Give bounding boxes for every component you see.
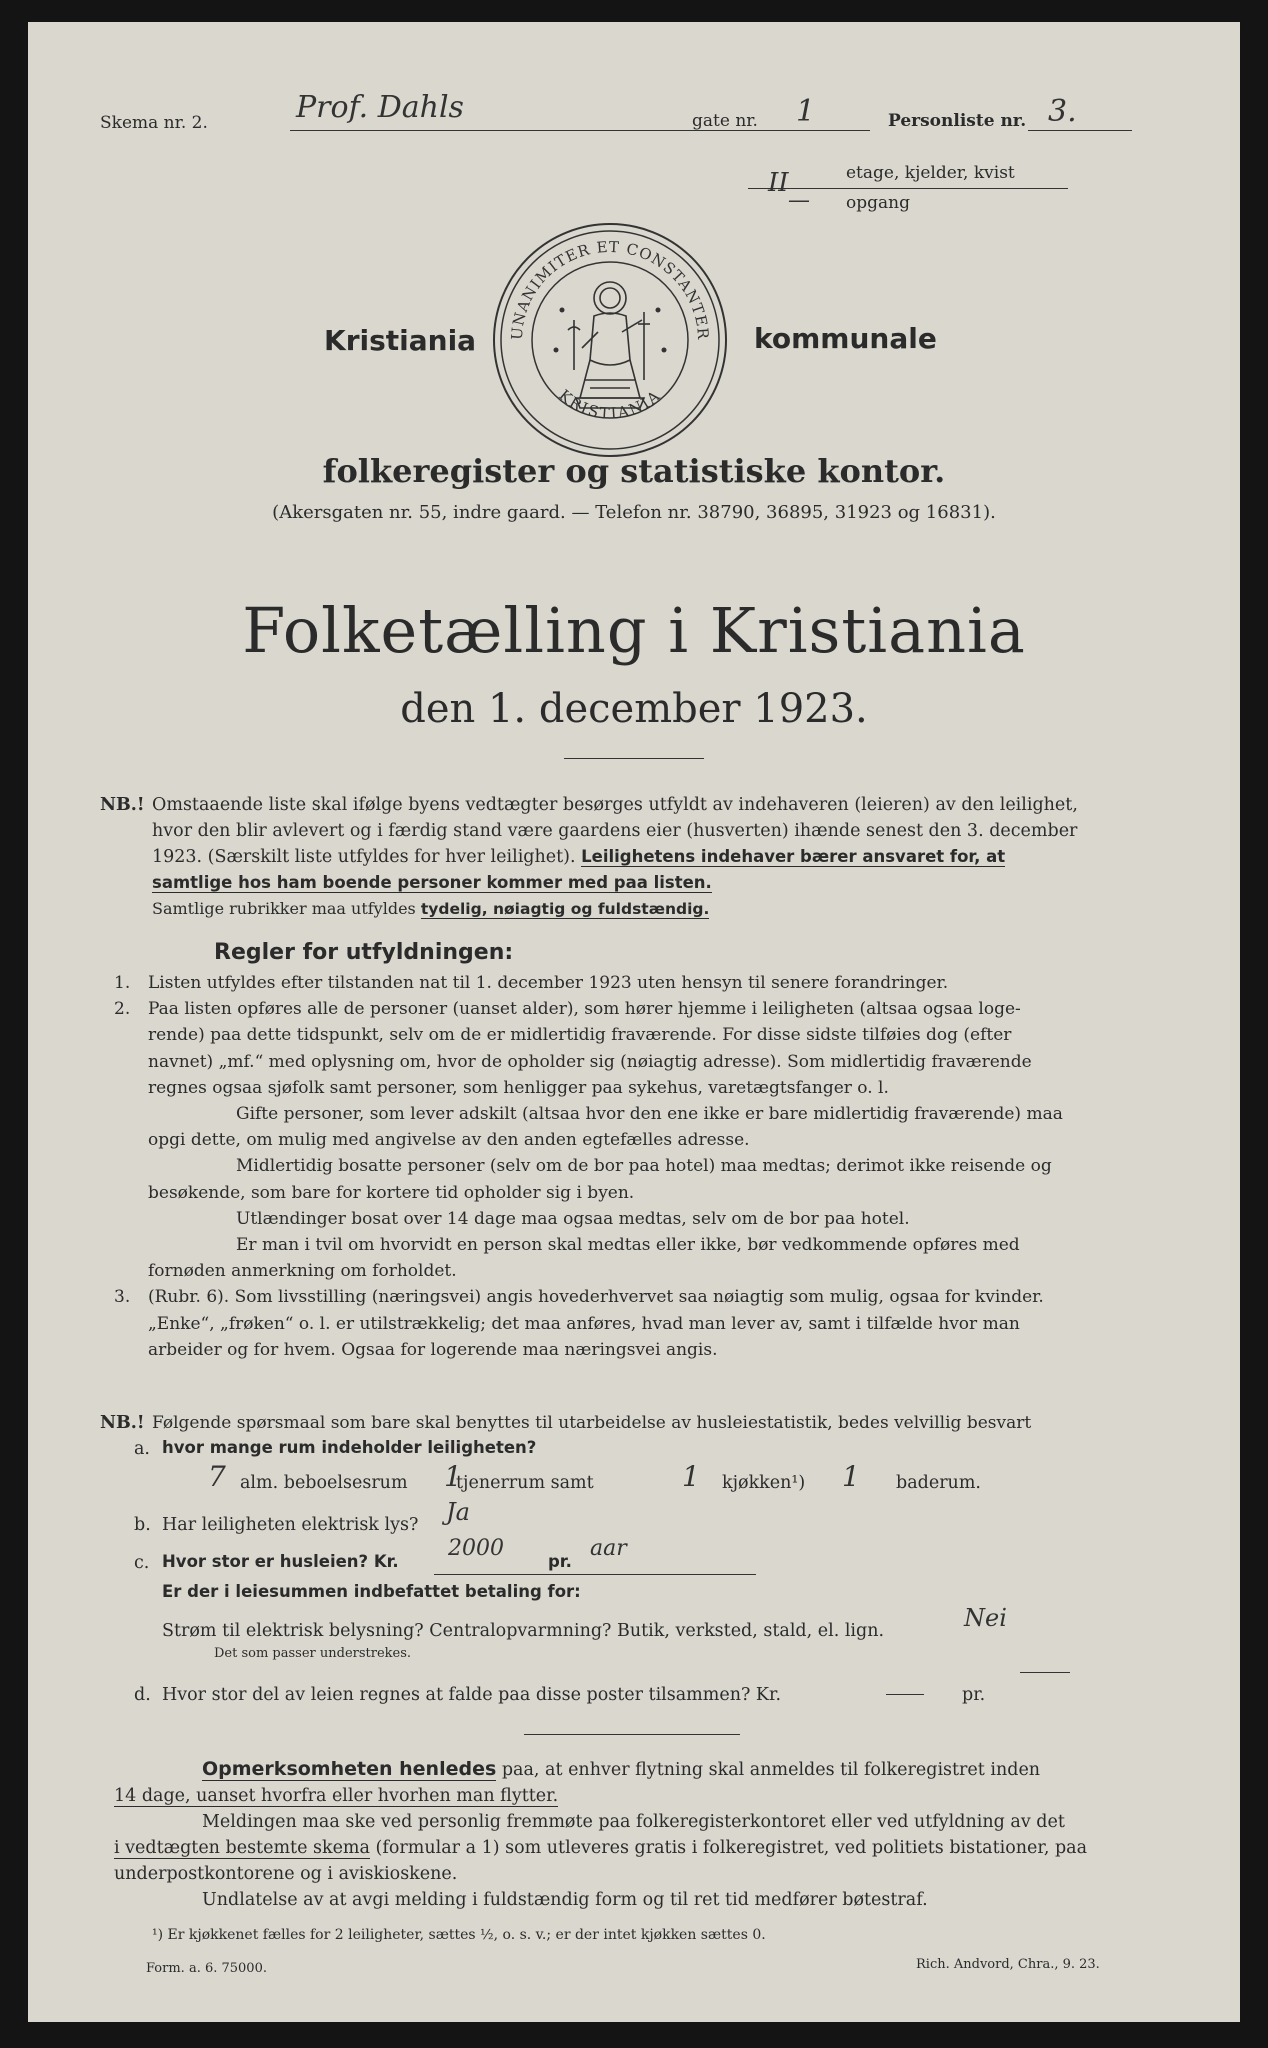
seal-ring-bottom-text: KRISTIANIA xyxy=(555,385,665,423)
svg-text:UNANIMITER ET CONSTANTER xyxy=(508,238,712,341)
census-title: Folketælling i Kristiania xyxy=(242,594,1026,667)
rent-includes-items: Strøm til elektrisk belysning? Centralopvarmning? Butik, verksted, stald, el. lign. xyxy=(162,1621,885,1641)
d-period-dash xyxy=(1020,1672,1070,1673)
form-number: Form. a. 6. 75000. xyxy=(146,1961,267,1976)
office-address: (Akersgaten nr. 55, indre gaard. — Telefon nr. 38790, 36895, 31923 og 16831). xyxy=(272,502,996,523)
gate-number: 1 xyxy=(796,94,816,129)
bath-value: 1 xyxy=(842,1460,860,1493)
rent-per-label: pr. xyxy=(548,1552,572,1571)
q-d-per: pr. xyxy=(962,1685,986,1705)
opgang-mark: — xyxy=(788,188,810,213)
seal-right-word: kommunale xyxy=(754,322,937,355)
rent-underline xyxy=(434,1574,756,1575)
d-amount-dash xyxy=(886,1694,924,1695)
underline-note: Det som passer understrekes. xyxy=(214,1646,412,1661)
street-underline xyxy=(290,130,870,131)
opgang-label: opgang xyxy=(846,193,910,213)
rooms-label: alm. beboelsesrum xyxy=(240,1473,408,1493)
svg-text:KRISTIANIA xyxy=(555,386,664,423)
kitchen-label: kjøkken¹) xyxy=(722,1473,806,1493)
rooms-value: 7 xyxy=(208,1460,226,1493)
q-a-label: a. xyxy=(134,1439,150,1459)
etage-label: etage, kjelder, kvist xyxy=(846,163,1015,183)
servant-room-label: tjenerrum samt xyxy=(456,1473,594,1493)
electric-light-value: Ja xyxy=(446,1498,470,1526)
footnote: ¹) Er kjøkkenet fælles for 2 leiligheter, sættes ½, o. s. v.; er der intet kjøkken sættes 0. xyxy=(152,1927,766,1943)
moving-notice: Opmerksomheten henledes paa, at enhver flytning skal anmeldes til folkeregistret inden 14 dage, uanset hvorfra eller hvorhen man flytter. Meldingen maa ske ved personlig fremmøte paa folkeregisterkontoret eller ved utfyldning av det i vedtægten bestemte skema (formular a 1) som utleveres gratis i folkeregistret, ved politiets bistationer, paa underpostkontorene og i aviskioskene. Undlatelse av at avgi melding i fuldstændig form og til ret tid medfører bøtestraf. xyxy=(114,1758,1088,1910)
census-form-sheet xyxy=(28,22,1240,2022)
bath-label: baderum. xyxy=(896,1473,981,1493)
q-b-label: b. xyxy=(134,1515,151,1535)
census-date: den 1. december 1923. xyxy=(400,686,868,732)
servant-room-value: 1 xyxy=(444,1460,462,1493)
rent-includes-value: Nei xyxy=(964,1604,1007,1632)
rent-period-value: aar xyxy=(590,1536,627,1561)
street-name-handwritten: Prof. Dahls xyxy=(296,90,464,125)
nb2-label: NB.! xyxy=(100,1413,145,1433)
gate-label: gate nr. xyxy=(692,111,758,131)
personliste-number: 3. xyxy=(1048,94,1077,129)
seal-ring-top-text: UNANIMITER ET CONSTANTER xyxy=(507,237,713,341)
seal-left-word: Kristiania xyxy=(324,324,477,357)
kitchen-value: 1 xyxy=(682,1460,700,1493)
section-divider xyxy=(524,1734,740,1735)
office-name: folkeregister og statistiske kontor. xyxy=(322,452,946,490)
q-b-text: Har leiligheten elektrisk lys? xyxy=(162,1515,419,1535)
personliste-label: Personliste nr. xyxy=(888,111,1027,131)
rent-value: 2000 xyxy=(448,1536,504,1561)
nb2-intro: Følgende spørsmaal som bare skal benyttes til utarbeidelse av husleiestatistik, bedes velvillig besvart xyxy=(152,1413,1032,1433)
q-c-label: c. xyxy=(134,1553,150,1573)
printer-credit: Rich. Andvord, Chra., 9. 23. xyxy=(916,1957,1100,1972)
rules-heading: Regler for utfyldningen: xyxy=(214,940,514,965)
nb1-paragraph: Omstaaende liste skal ifølge byens vedtægter besørges utfyldt av indehaveren (leieren) av den leilighet, hvor den blir avlevert og i færdig stand være gaardens eier (husverten) ihænde senest den 3. december 1923. (Særskilt liste utfyldes for hver leilighet). Leilighetens indehaver bærer ansvaret for, at samtlige hos ham boende personer kommer med paa listen. Samtlige rubrikker maa utfyldes tydelig, nøiagtig og fuldstændig. xyxy=(152,795,1078,918)
q-d-label: d. xyxy=(134,1685,151,1705)
rent-includes-heading: Er der i leiesummen indbefattet betaling for: xyxy=(162,1582,581,1601)
title-divider xyxy=(564,758,704,759)
etage-number: II xyxy=(768,168,789,198)
skema-label: Skema nr. 2. xyxy=(100,113,208,133)
q-c-text: Hvor stor er husleien? Kr. xyxy=(162,1552,399,1571)
rules-list: 1. Listen utfyldes efter tilstanden nat til 1. december 1923 uten hensyn til senere forandringer. 2. Paa listen opføres alle de personer (uanset alder), som hører hjemme i leiligheten (altsaa ogsaa loge- rende) paa dette tidspunkt, selv om de er midlertidig fraværende. For disse sidste tilføies dog (efter navnet) „mf.“ med oplysning om, hvor de opholder sig (nøiagtig adresse). Som midlertidig fraværende regnes ogsaa sjøfolk samt personer, som henligger paa sykehus, varetægtsfanger o. l. Gifte personer, som lever adskilt (altsaa hvor den ene ikke er bare midlertidig fraværende) maa opgi dette, om mulig med angivelse av den anden egtefælles adresse. Midlertidig bosatte personer (selv om de bor paa hotel) maa medtas; derimot ikke reisende og besøkende, som bare for kortere tid opholder sig i byen. Utlændinger bosat over 14 dage maa ogsaa medtas, selv om de bor paa hotel. Er man i tvil om hvorvidt en person skal medtas eller ikke, bør vedkommende opføres med fornøden anmerkning om forholdet. 3. (Rubr. 6). Som livsstilling (næringsvei) angis hovederhvervet saa nøiagtig som mulig, ogsaa for kvinder. „Enke“, „frøken“ o. l. er utilstrækkelig; det maa anføres, hvad man lever av, samt i tilfælde hvor man arbeider og for hvem. Ogsaa for logerende maa næringsvei angis. xyxy=(114,973,1063,1360)
q-a-text: hvor mange rum indeholder leiligheten? xyxy=(162,1438,537,1457)
nb1-label: NB.! xyxy=(100,795,145,815)
personliste-underline xyxy=(1028,130,1132,131)
q-d-text: Hvor stor del av leien regnes at falde paa disse poster tilsammen? Kr. xyxy=(162,1685,782,1705)
kristiania-city-seal-icon xyxy=(490,220,730,460)
